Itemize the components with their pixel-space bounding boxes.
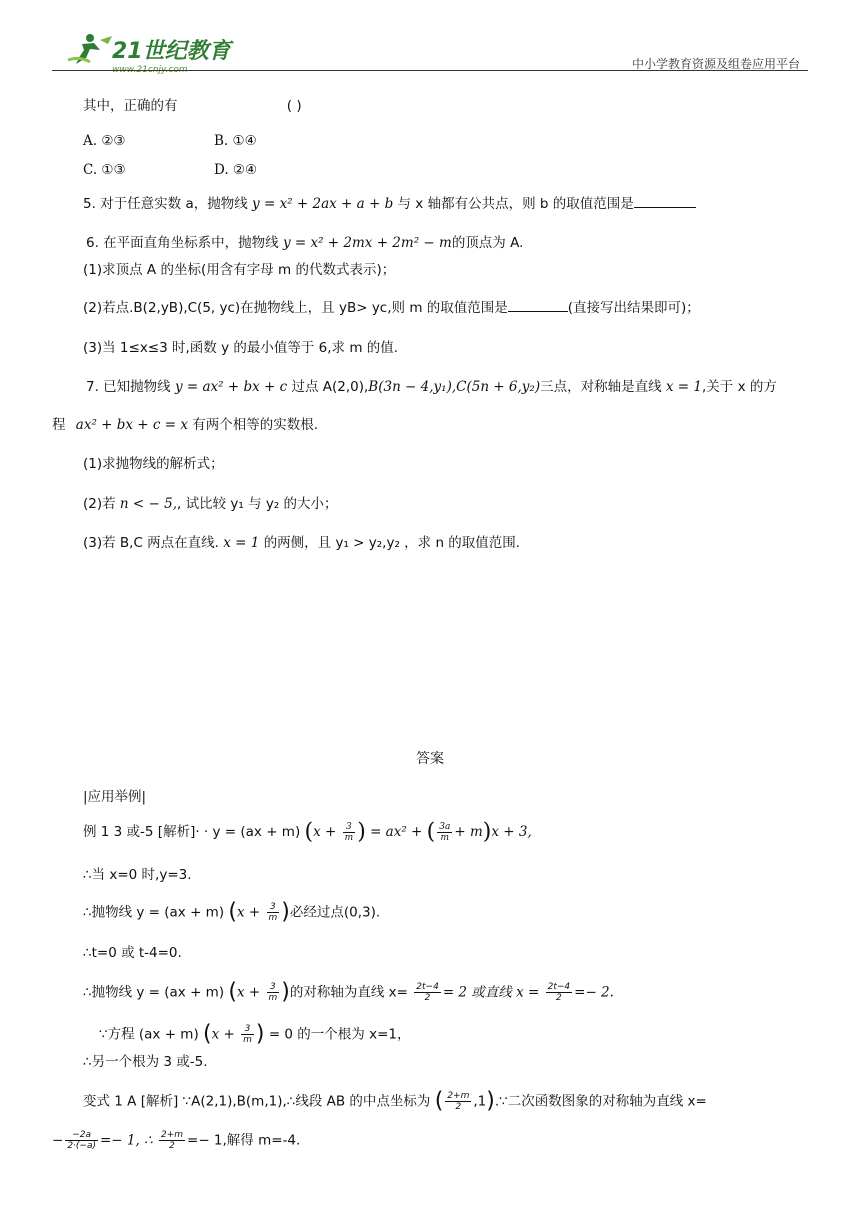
ex1-tail: x + 3, <box>491 824 532 840</box>
frac-3-over-m <box>267 982 280 1003</box>
num: −2a <box>65 1130 98 1141</box>
q6-part2 <box>83 299 700 317</box>
q5-line <box>83 195 696 213</box>
den: m <box>268 993 278 1003</box>
num: 2+m <box>447 1091 470 1101</box>
q7-line <box>86 378 777 396</box>
den: 2 <box>424 993 431 1003</box>
q7-part3-line: x = 1 <box>223 535 260 551</box>
q7-points: B(3n − 4,y₁),C(5n + 6,y₂) <box>368 379 541 395</box>
pass-tail: 必经过点(0,3). <box>289 904 381 921</box>
pass-x: x + <box>237 904 261 921</box>
paren-close-2: ) <box>482 819 492 845</box>
root-text: ∵方程 (ax + m) <box>99 1026 199 1043</box>
ex1-eq: = ax² + <box>370 824 423 840</box>
frac-m2a-over-den <box>65 1130 98 1151</box>
site-logo <box>60 30 240 75</box>
var-text-3: =− 1, ∴ <box>99 1132 153 1149</box>
paren-close: ) <box>486 1088 495 1114</box>
q7-text-3: 三点，对称轴是直线 <box>540 379 662 395</box>
q7-text-6: 有两个相等的实数根. <box>192 417 319 433</box>
q4-paren: ( ) <box>286 98 302 114</box>
q4-options-row2 <box>83 161 258 179</box>
axis-text-3: = 2 或直线 x = <box>442 984 540 1001</box>
q7-part2-text: (2)若 <box>83 496 116 512</box>
paren-close: ) <box>281 899 290 925</box>
q7-axis: x = 1 <box>665 379 703 395</box>
frac-2m-over-2 <box>445 1091 471 1112</box>
q6-formula: y = x² + 2mx + 2m² − m <box>282 235 452 251</box>
q6-line <box>86 234 523 252</box>
den: 2 <box>455 1102 462 1112</box>
frac-2m-over-2-b <box>159 1130 185 1151</box>
ex1-text: 例 1 3 或-5 [解析]· · y = (ax + m) <box>83 824 301 840</box>
q7-part2-cond: n < − 5, <box>119 496 177 512</box>
q5-text: 5. 对于任意实数 a，抛物线 <box>83 196 248 212</box>
axis-text-4: =− 2. <box>574 984 614 1001</box>
q6-part2-tail: (直接写出结果即可)； <box>567 300 700 316</box>
frac-3a-over-m <box>437 822 452 843</box>
app-example-label: |应用举例| <box>83 789 147 805</box>
q7-part2 <box>83 495 338 513</box>
plus-m: + m <box>454 824 483 840</box>
line-axis <box>83 979 614 1005</box>
q5-text-2: 与 x 轴都有公共点，则 b 的取值范围是 <box>397 196 634 212</box>
answer-title: 答案 <box>416 751 444 767</box>
den: m <box>268 913 278 923</box>
q6-part3: (3)当 1≤x≤3 时,函数 y 的最小值等于 6,求 m 的值. <box>83 340 399 356</box>
num: 3 <box>241 1024 254 1035</box>
num: 3 <box>267 982 280 993</box>
den: m <box>344 833 354 843</box>
var-text-4: =− 1,解得 m=-4. <box>187 1132 301 1149</box>
paren-open: ( <box>203 1021 212 1047</box>
var-text-2: .∵二次函数图象的对称轴为直线 x= <box>494 1093 707 1110</box>
root-x: x + <box>211 1026 235 1043</box>
q7-part3-tail: 的两侧，且 y₁ > y₂,y₂ ，求 n 的取值范围. <box>263 535 521 551</box>
q4-options-row1 <box>83 132 257 150</box>
num: 2+m <box>160 1130 184 1140</box>
q7-part2-tail: , 试比较 y₁ 与 y₂ 的大小； <box>177 496 338 512</box>
frac-3-over-m <box>241 1024 254 1045</box>
q7-text-5: 程 <box>52 417 66 433</box>
option-c: C. ①③ <box>83 162 126 178</box>
variant-line <box>83 1088 707 1114</box>
variant-line-2 <box>52 1130 300 1151</box>
frac-t4-over-2-b <box>546 982 573 1003</box>
paren-open-2: ( <box>426 819 436 845</box>
line-other-root: ∴另一个根为 3 或-5. <box>83 1054 208 1070</box>
paren-close: ) <box>357 819 366 845</box>
minus-sign: − <box>52 1132 64 1149</box>
q6-part1: (1)求顶点 A 的坐标(用含有字母 m 的代数式表示)； <box>83 262 396 278</box>
axis-x: x + <box>237 984 261 1001</box>
line-t: ∴t=0 或 t-4=0. <box>83 945 182 961</box>
q6-blank <box>508 299 568 312</box>
q4-stem-line <box>83 97 302 115</box>
paren-open: ( <box>228 979 237 1005</box>
q6-text: 6. 在平面直角坐标系中，抛物线 <box>86 235 279 251</box>
paren-open: ( <box>304 819 314 845</box>
q7-part1: (1)求抛物线的解析式； <box>83 456 224 472</box>
q6-text-2: 的顶点为 A. <box>451 235 524 251</box>
option-b: B. ①④ <box>214 133 257 149</box>
root-tail: = 0 的一个根为 x=1， <box>268 1026 411 1043</box>
q7-part3 <box>83 534 520 552</box>
q7-part3-text: (3)若 B,C 两点在直线. <box>83 535 219 551</box>
axis-text: ∴抛物线 y = (ax + m) <box>83 984 225 1001</box>
den: 2 <box>556 993 562 1003</box>
frac-t4-over-2 <box>414 982 441 1003</box>
var-mid: ,1 <box>473 1093 487 1110</box>
paren-open: ( <box>434 1088 444 1114</box>
q7-line-2 <box>52 416 318 434</box>
logo-url: www.21cnjy.com <box>112 65 188 75</box>
option-d: D. ②④ <box>214 162 258 178</box>
num: 3a <box>439 822 451 832</box>
frac-3-over-m <box>343 822 356 843</box>
num: 2t−4 <box>547 982 571 992</box>
num: 2t−4 <box>416 982 439 992</box>
num: 3 <box>267 902 280 913</box>
axis-text-2: 的对称轴为直线 x= <box>289 984 408 1001</box>
line-root <box>99 1021 411 1047</box>
frac-3-over-m <box>267 902 280 923</box>
ex1-x: x + <box>313 824 337 840</box>
pass-text: ∴抛物线 y = (ax + m) <box>83 904 225 921</box>
example1-line <box>83 819 532 845</box>
option-a: A. ②③ <box>83 133 126 149</box>
q7-text-2: 过点 A(2,0), <box>291 379 369 395</box>
q7-text: 7. 已知抛物线 <box>86 379 171 395</box>
logo-text: 21世纪教育 <box>112 39 231 64</box>
den: 2 <box>169 1141 175 1151</box>
line-pass <box>83 899 381 925</box>
q5-blank <box>634 195 696 208</box>
paren-close: ) <box>255 1021 265 1047</box>
header-divider <box>52 70 808 71</box>
q7-equation: ax² + bx + c = x <box>75 417 188 433</box>
q5-formula: y = x² + 2ax + a + b <box>252 196 394 212</box>
q7-text-4: ,关于 x 的方 <box>702 379 777 395</box>
paren-open: ( <box>228 899 237 925</box>
site-name: 中小学教育资源及组卷应用平台 <box>631 57 800 71</box>
paren-close: ) <box>281 979 290 1005</box>
q6-part2-text: (2)若点.B(2,yB),C(5, yc)在抛物线上，且 yB> yc,则 m 的取值范围是 <box>83 300 508 316</box>
line-x0: ∴当 x=0 时,y=3. <box>83 867 192 883</box>
q4-stem: 其中，正确的有 <box>83 98 178 114</box>
runner-icon <box>68 34 112 64</box>
den: 2·(−a) <box>67 1141 96 1151</box>
den: m <box>243 1035 252 1045</box>
var-text: 变式 1 A [解析] ∵A(2,1),B(m,1),∴线段 AB 的中点坐标为 <box>83 1093 431 1110</box>
den: m <box>440 833 450 843</box>
num: 3 <box>343 822 356 833</box>
q7-formula: y = ax² + bx + c <box>174 379 288 395</box>
